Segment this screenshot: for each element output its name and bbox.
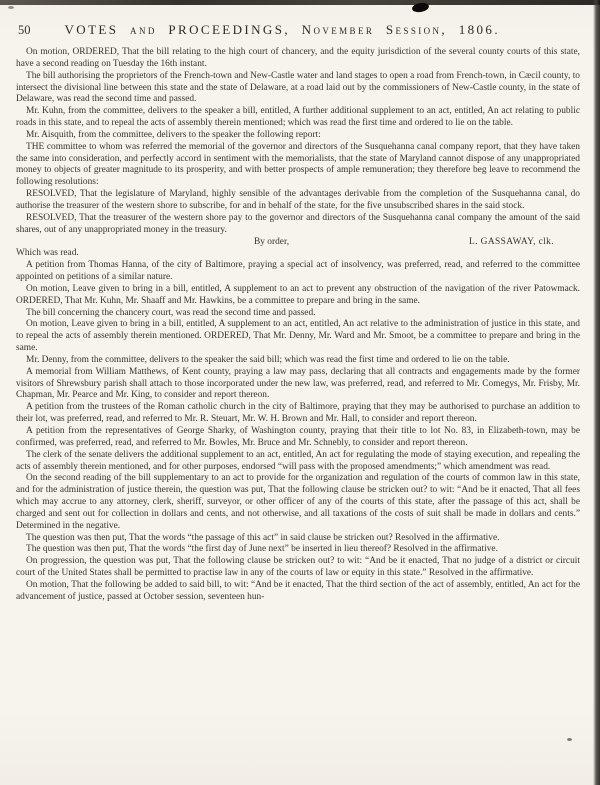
paragraph: Mr. Kuhn, from the committee, delivers to the speaker a bill, entitled, A further additional supplement to an act, entitled, An act relating to public roads in this state, and to repeal the acts of assembly therein mentioned; which was read the first time and ordered to lie on the table.	[16, 106, 580, 129]
scan-edge-top-artifact	[0, 0, 600, 5]
paragraph: A petition from Thomas Hanna, of the city of Baltimore, praying a special act of insolvency, was preferred, read, and referred to the committee appointed on petitions of a similar nature.	[16, 260, 580, 283]
document-body	[16, 47, 580, 604]
clerk-signature: L. GASSAWAY, clk.	[469, 236, 554, 247]
paragraph: On the second reading of the bill supplementary to an act to provide for the organization and regulation of the courts of common law in this state, and for the administration of justice therein, the question was put, That the following clause be stricken out? to wit: “And be it enacted, That all fees which may accrue to any attorney, clerk, sheriff, surveyor, or other officer of any of the courts of this state, after the passage of this act, shall be charged and sent out for collection in dollars and cents, and not otherwise, and all taxations of the costs of suit shall be made in dollars and cents.” Determined in the negative.	[16, 473, 580, 531]
by-order-label: By order,	[254, 236, 290, 247]
paragraph: On motion, Leave given to bring in a bill, entitled, A supplement to an act, entitled, An act relative to the administration of justice in this state, and to repeal the acts of assembly therein mentioned. ORDERED, That Mr. Denny, Mr. Ward and Mr. Smoot, be a committee to prepare and bring in the same.	[16, 319, 580, 354]
by-order-line	[16, 237, 580, 249]
paragraph: THE committee to whom was referred the memorial of the governor and directors of the Susquehanna canal company report, that they have taken the same into consideration, and perfectly accord in sentiment with the memorialists, that the state of Maryland cannot dispose of any unappropriated money to objects of greater magnitude to its prosperity, and with better prospects of ample remuneration; they therefore beg leave to recommend the following resolutions:	[16, 141, 580, 188]
page-number: 50	[18, 23, 31, 37]
paragraph: On motion, ORDERED, That the bill relating to the high court of chancery, and the equity jurisdiction of the several county courts of this state, have a second reading on Tuesday the 16th instant.	[16, 47, 580, 69]
paragraph: The clerk of the senate delivers the additional supplement to an act, entitled, An act for regulating the mode of staying execution, and repealing the acts of assembly therein mentioned, and for other purposes, endorsed “will pass with the proposed amendments;” which amendment was read.	[16, 449, 580, 472]
page-title: VOTES and PROCEEDINGS, November Session, 1806.	[64, 22, 500, 37]
paragraph: A petition from the trustees of the Roman catholic church in the city of Baltimore, praying that they may be authorised to purchase an addition to their lot, was preferred, read, and referred to Mr. R. Steuart, Mr. W. H. Brown and Mr. Hall, to consider and report thereon.	[16, 402, 580, 425]
scan-speck-artifact	[8, 6, 14, 9]
paragraph: The question was then put, That the words “the passage of this act” in said clause be stricken out? Resolved in the affirmative.	[26, 532, 500, 543]
scan-edge-right-artifact	[593, 0, 600, 785]
paragraph: On motion, That the following be added to said bill, to wit: “And be it enacted, That the third section of the act of assembly, entitled, An act for the advancement of justice, passed at October session, seventeen hun-	[16, 579, 580, 602]
paragraph: The bill authorising the proprietors of the French-town and New-Castle water and land stages to open a road from French-town, in Cæcil county, to intersect the divisional line between this state and the state of Delaware, at a road laid out by the commissioners of New-Castle county, in the state of Delaware, was read the second time and passed.	[16, 70, 580, 105]
scan-speck-artifact	[567, 738, 572, 741]
paragraph: The question was then put, That the words “the first day of June next” be inserted in lieu thereof? Resolved in the affirmative.	[26, 544, 498, 555]
paragraph: Which was read.	[16, 248, 79, 259]
paragraph: A memorial from William Matthews, of Kent county, praying a law may pass, declaring that all contracts and engagements made by the former visitors of Shrewsbury parish shall attach to those incorporated under the new law, was preferred, read, and referred to Mr. Comegys, Mr. Frisby, Mr. Chapman, Mr. Pearce and Mr. King, to consider and report thereon.	[16, 366, 580, 401]
paragraph: RESOLVED, That the legislature of Maryland, highly sensible of the advantages derivable from the completion of the Susquehanna canal, do authorise the treasurer of the western shore to subscribe, for and in behalf of the state, for the five unsubscribed shares in the said stock.	[16, 189, 580, 211]
page-header	[16, 22, 580, 38]
paragraph: A petition from the representatives of George Sharky, of Washington county, praying that their title to lot No. 83, in Elizabeth-town, may be confirmed, was preferred, read, and referred to Mr. Bowles, Mr. Bruce and Mr. Schnebly, to consider and report thereon.	[16, 426, 580, 448]
paragraph: RESOLVED, That the treasurer of the western shore pay to the governor and directors of the Susquehanna canal company the amount of the said shares, out of any unappropriated money in the treasury.	[16, 212, 580, 235]
paragraph: The bill concerning the chancery court, was read the second time and passed.	[26, 307, 316, 318]
paragraph: Mr. Aisquith, from the committee, delivers to the speaker the following report:	[26, 129, 321, 140]
paragraph: On progression, the question was put, That the following clause be stricken out? to wit: “And be it enacted, That no judge of a district or circuit court of the United States shall be permitted to practise law in any of the courts of law or equity in this state.” Resolved in the affirmative.	[16, 556, 580, 579]
paragraph: On motion, Leave given to bring in a bill, entitled, A supplement to an act to prevent any obstruction of the navigation of the river Patowmack. ORDERED, That Mr. Kuhn, Mr. Shaaff and Mr. Hawkins, be a committee to prepare and bring in the same.	[16, 283, 580, 306]
paragraph: Mr. Denny, from the committee, delivers to the speaker the said bill; which was read the first time and ordered to lie on the table.	[26, 354, 510, 365]
